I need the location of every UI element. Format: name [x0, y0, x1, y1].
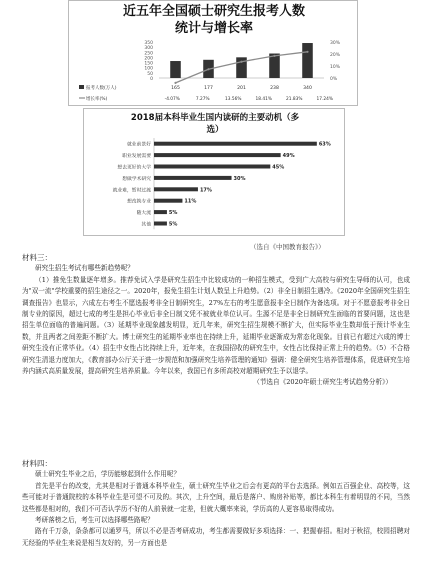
value-label: 17%: [199, 187, 212, 194]
legend-bar-swatch: [79, 85, 84, 89]
bar-value-label: 238: [270, 86, 279, 91]
material-four-heading: 材料四：: [22, 459, 52, 468]
legend-bar-label: 报考人数(万人): [86, 86, 117, 91]
chart2-title-line2: 选）: [206, 125, 224, 135]
growth-value-label: -4.07%: [164, 97, 180, 102]
growth-point: [273, 55, 275, 57]
growth-value-label: 21.83%: [286, 97, 303, 102]
value-label: 5%: [168, 210, 178, 217]
y2-tick-label: 30%: [330, 41, 341, 46]
y-tick-label: 200: [144, 56, 153, 62]
category-label: 职业发展需要: [122, 154, 151, 160]
value-label: 30%: [233, 175, 246, 182]
category-label: 想改换专业: [127, 199, 151, 205]
growth-value-label: 7.27%: [195, 97, 210, 102]
growth-point: [207, 68, 209, 70]
material-three-question: 研究生招生考试有哪些新趋势呢？: [35, 264, 134, 273]
y-tick-label: 0: [150, 77, 153, 82]
material-four-body-two: 路有千万条，条条都可以通罗马，所以不必是否考研成功，考生都需要做好多项选择：一、把握春招。相对于秋招，校园招聘对无经验的毕业生来说是相当友好的，另一方面也是: [22, 527, 410, 547]
bar: [170, 61, 181, 78]
material-four: [22, 458, 410, 549]
material-four-body: 首先是平台的改变，尤其是相对于普通本科毕业生，硕士研究生毕业之后会有更高的平台去选择。例如五百强企业、高校等，这些可能对于普通院校的本科毕业生是可望不可及的。其次，上升空间，最后是落户、购房补贴等，都比本科生有着明显的不同，当然这些都是相对的，我们不可否认学历不好的人前景就一定差，但就大概率来说，学历高的人更容易取得成功。: [22, 481, 410, 513]
category-label: 想去更好的大学: [117, 165, 151, 171]
y2-tick-label: 0%: [330, 77, 338, 82]
y-tick-label: 100: [144, 66, 153, 72]
category-label: 随大流: [136, 211, 151, 217]
growth-value-label: 18.41%: [255, 97, 272, 102]
chart1-title-line1: 近五年全国硕士研究生报考人数: [122, 4, 305, 19]
y2-tick-label: 10%: [330, 65, 341, 70]
material-four-question-two: 考研落榜之后，考生可以选择哪些路呢？: [35, 516, 154, 525]
motivation-chart-plot: [84, 109, 346, 237]
chart1-title-line2: 统计与增长率: [174, 21, 253, 36]
bar: [154, 142, 317, 146]
bar: [154, 153, 281, 157]
material-three: [22, 252, 410, 389]
material-three-heading: 材料三：: [22, 253, 52, 262]
bar-value-label: 177: [204, 86, 213, 91]
y-tick-label: 150: [144, 61, 153, 67]
category-label: 就业难，暂时过渡: [112, 188, 151, 194]
category-label: 就业前景好: [127, 142, 151, 148]
material-four-question: 硕士研究生毕业之后，学历能够起到什么作用呢？: [35, 470, 181, 479]
legend-line-label: 增长率(%): [86, 97, 108, 102]
motivation-chart: [83, 108, 345, 236]
material-three-body: （1）推免生数量逐年增多。推荐免试入学是研究生招生中比较成功的一种招生模式，受到广大高校与研究生导师的认可，也成为"双一流"学校重要的招生途径之一。2020年，报免生招生计划人数呈上升趋势。（2）非全日制招生遇冷。《2020年全国研究生招生调查报告》也显示，六成左右考生不愿选报考非全日制研究生，27%左右的考生愿意报非全日制作为备选项。对于不愿意报考非全日制专业的原因，超过七成的考生是担心毕业后非全日制文凭不被就业单位认可。生源不足是非全日制研究生面临的首要问题，这也是招生单位面临的普遍问题。（3）延期毕业现象越发明显，近几年来，研究生招生规模不断扩大，但实际毕业生数却低于预计毕业生数，并且两者之间差距不断扩大。博士研究生的延期毕业率也在持续上升，延期毕业逐渐成为常态化现象。目前已有超过六成的博士研究生没有正常毕业。（4）招生中女性占比持续上升，近年来，在我国招收的研究生中，女性占比保持正常上升的趋势。（5）不合格研究生清退力度加大，《教育部办公厅关于进一步规范和加强研究生培养管理的通知》强调：健全研究生培养管理体系，促进研究生培养内涵式高质量发展，提高研究生培养质量。今年以来，我国已有多所高校对超期研究生予以退学。: [22, 275, 410, 376]
material-three-source: （节选自《2020年硕士研究生考试趋势分析》）: [253, 378, 392, 387]
bar-value-label: 340: [303, 86, 312, 91]
y-tick-label: 50: [147, 71, 153, 77]
bar: [154, 187, 198, 191]
bar: [154, 199, 182, 203]
y-tick-label: 300: [144, 46, 153, 52]
value-label: 11%: [184, 198, 197, 205]
y-tick-label: 350: [144, 41, 153, 46]
value-label: 49%: [282, 153, 295, 160]
growth-value-label: 17.24%: [316, 97, 333, 102]
category-label: 其他: [141, 222, 151, 228]
growth-value-label: 13.56%: [225, 97, 242, 102]
bar: [154, 165, 270, 169]
bar: [154, 222, 167, 226]
bar-value-label: 165: [171, 86, 180, 91]
growth-point: [240, 61, 242, 63]
growth-point: [306, 51, 308, 53]
bar: [154, 176, 232, 180]
value-label: 63%: [318, 141, 331, 148]
category-label: 想做学术研究: [122, 176, 151, 182]
chart2-title-line1: 2018届本科毕业生国内读研的主要动机（多: [130, 113, 300, 123]
applicants-chart-plot: [69, 1, 359, 107]
applicants-chart: [68, 0, 358, 106]
bar: [302, 43, 313, 78]
bar: [154, 210, 167, 214]
value-label: 5%: [168, 221, 178, 228]
chart-source-note: （选自《中国教育报告》）: [250, 243, 325, 251]
growth-point: [174, 82, 176, 84]
y2-tick-label: 20%: [330, 53, 341, 58]
bar-value-label: 201: [237, 86, 246, 91]
y-tick-label: 250: [144, 51, 153, 57]
value-label: 45%: [272, 164, 285, 171]
